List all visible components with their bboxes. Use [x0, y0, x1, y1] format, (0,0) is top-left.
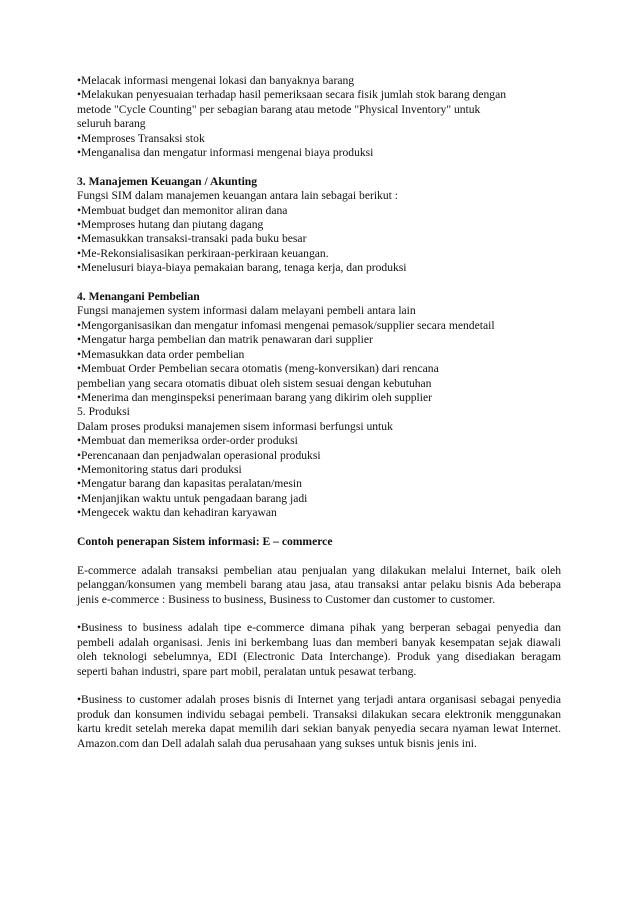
text-line: metode "Cycle Counting" per sebagian barang atau metode "Physical Inventory" untuk — [77, 102, 481, 116]
text-line: •Memasukkan transaksi-transaki pada buku besar — [77, 232, 307, 246]
text-line: Fungsi manajemen system informasi dalam melayani pembeli antara lain — [77, 304, 416, 318]
spacer — [77, 607, 561, 621]
text-line: •Memonitoring status dari produksi — [77, 462, 242, 476]
text-line: •Perencanaan dan penjadwalan operasional produksi — [77, 448, 321, 462]
spacer — [77, 276, 561, 290]
text-line: •Memasukkan data order pembelian — [77, 347, 245, 361]
paragraph-b2b: •Business to business adalah tipe e-commerce dimana pihak yang berperan sebagai penyedia dan pembeli adalah organisasi. Jenis ini berkembang luas dan memberi banyak kesempatan sejak diawali oleh teknologi sebelumnya, EDI (Electronic Data Interchange). Produk yang disediakan beragam seperti bahan industri, spare part mobil, peralatan untuk pesawat terbang. — [77, 621, 561, 678]
paragraph-b2c: •Business to customer adalah proses bisnis di Internet yang terjadi antara organisasi sebagai penyedia produk dan konsumen individu sebagai pembeli. Transaksi dilakukan secara elektronik menggunakan kartu kredit setelah mereka dapat memilih dari sekian banyak penyedia secara nyaman lewat Internet. Amazon.com dan Dell adalah salah dua perusahaan yang sukses untuk bisnis jenis ini. — [77, 693, 561, 750]
paragraph-ecommerce-definition: E-commerce adalah transaksi pembelian atau penjualan yang dilakukan melalui Internet, baik oleh pelanggan/konsumen yang membeli barang atau jasa, atau transaksi antar pelaku bisnis Ada beberapa jenis e-commerce : Business to business, Business to Customer dan customer to customer. — [77, 563, 561, 606]
section-heading-pembelian: 4. Menangani Pembelian — [77, 290, 200, 304]
text-line: seluruh barang — [77, 117, 146, 131]
text-line: •Mengecek waktu dan kehadiran karyawan — [77, 506, 277, 520]
document-body — [77, 74, 561, 751]
text-line: •Membuat budget dan memonitor aliran dana — [77, 203, 288, 217]
text-line: •Mengatur barang dan kapasitas peralatan/mesin — [77, 477, 302, 491]
text-line: •Mengorganisasikan dan mengatur infomasi mengenai pemasok/supplier secara mendetail — [77, 318, 495, 332]
text-line: •Membuat dan memeriksa order-order produksi — [77, 434, 298, 448]
text-line: •Menerima dan menginspeksi penerimaan barang yang dikirim oleh supplier — [77, 390, 432, 404]
spacer — [77, 679, 561, 693]
text-line: •Mengatur harga pembelian dan matrik penawaran dari supplier — [77, 333, 373, 347]
text-line: 5. Produksi — [77, 405, 130, 419]
text-line: •Memproses hutang dan piutang dagang — [77, 218, 264, 232]
text-line: •Membuat Order Pembelian secara otomatis (meng-konversikan) dari rencana — [77, 362, 439, 376]
text-line: Fungsi SIM dalam manajemen keuangan antara lain sebagai berikut : — [77, 189, 398, 203]
text-line: •Menelusuri biaya-biaya pemakaian barang, tenaga kerja, dan produksi — [77, 261, 407, 275]
text-line: •Memproses Transaksi stok — [77, 131, 205, 145]
text-line: •Menjanjikan waktu untuk pengadaan barang jadi — [77, 491, 308, 505]
text-line: •Me-Rekonsialisasikan perkiraan-perkiraan keuangan. — [77, 246, 329, 260]
text-line: •Melacak informasi mengenai lokasi dan banyaknya barang — [77, 74, 355, 87]
section-heading-ecommerce: Contoh penerapan Sistem informasi: E – commerce — [77, 534, 333, 548]
text-line: pembelian yang secara otomatis dibuat oleh sistem sesuai dengan kebutuhan — [77, 376, 432, 390]
spacer — [77, 521, 561, 535]
text-line: Dalam proses produksi manajemen sisem informasi berfungsi untuk — [77, 419, 393, 433]
text-line: •Menganalisa dan mengatur informasi mengenai biaya produksi — [77, 146, 374, 160]
spacer — [77, 160, 561, 174]
spacer — [77, 549, 561, 563]
text-line: •Melakukan penyesuaian terhadap hasil pemeriksaan secara fisik jumlah stok barang dengan — [77, 88, 507, 102]
section-heading-keuangan: 3. Manajemen Keuangan / Akunting — [77, 174, 258, 188]
